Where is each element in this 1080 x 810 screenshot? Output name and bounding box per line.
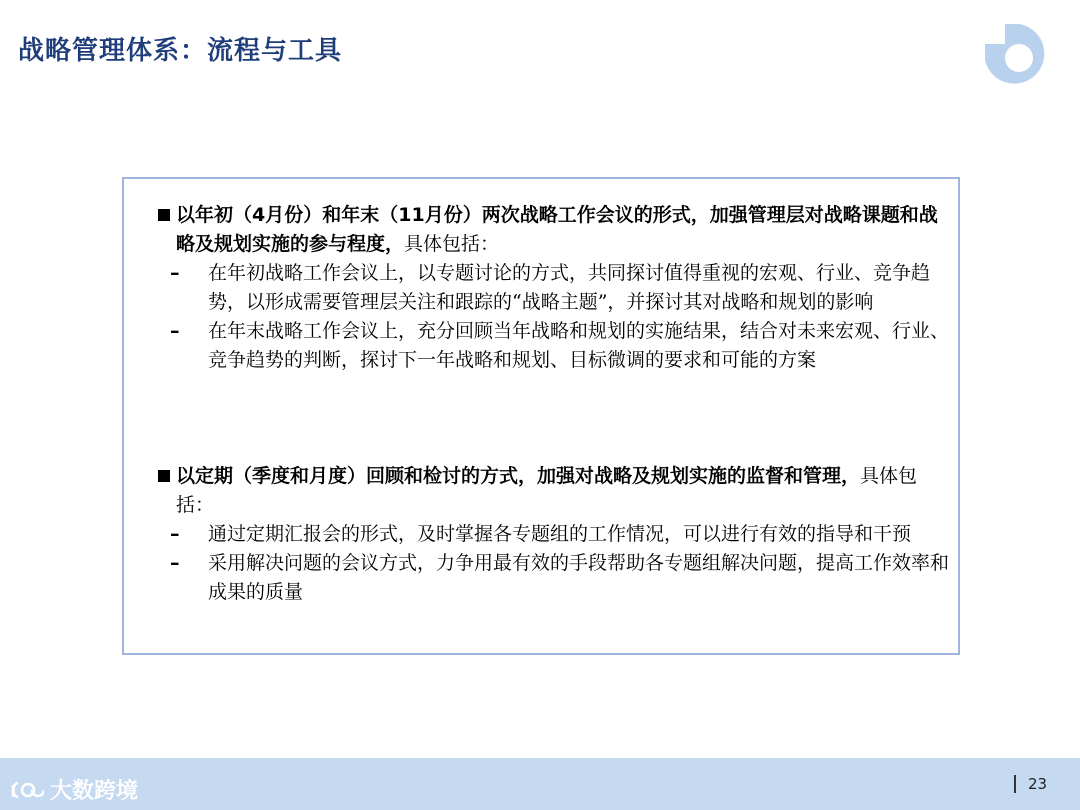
dash-bullet: – [170, 523, 180, 545]
list-item [158, 520, 958, 549]
brand-watermark [10, 774, 138, 805]
content-box [122, 177, 960, 655]
brand-logo-icon [10, 779, 44, 801]
lead-text: 以年初（ [176, 204, 253, 226]
dash-bullet: – [170, 320, 180, 342]
page-number: 23 [1028, 775, 1048, 793]
lead-tail: 具体包括： [404, 233, 500, 255]
list-item-text: 在年末战略工作会议上，充分回顾当年战略和规划的实施结果，结合对未来宏观、行业、竞争趋势的判断，探讨下一年战略和规划、目标微调的要求和可能的方案 [208, 320, 950, 371]
footer-bar [0, 758, 1080, 810]
lead-text: 月份）和年末（ [265, 204, 399, 226]
lead-number: 11 [398, 204, 425, 226]
lead-tail: 具体包括： [176, 465, 918, 516]
section-periodic-review [158, 462, 958, 607]
list-item [158, 549, 958, 607]
section-lead [158, 462, 946, 520]
square-bullet-icon [158, 470, 170, 482]
page-divider [1014, 775, 1016, 793]
brand-name: 大数跨境 [50, 779, 139, 804]
section-annual-meetings [158, 201, 958, 375]
square-bullet-icon [158, 209, 170, 221]
lead-number: 4 [252, 204, 266, 226]
page-title: 战略管理体系：流程与工具 [18, 36, 343, 66]
lead-text: 以定期（季度和月度）回顾和检讨的方式，加强对战略及规划实施的监督和管理， [176, 465, 861, 487]
list-item-text: 采用解决问题的会议方式，力争用最有效的手段帮助各专题组解决问题，提高工作效率和成果的质量 [208, 552, 950, 603]
dash-bullet: – [170, 262, 180, 284]
ring-logo-icon [979, 20, 1055, 88]
lead-text: 月份）两次战略工作会议的形式，加强管理层对战略课题和战略及规划实施的参与程度， [176, 204, 938, 255]
list-item [158, 317, 958, 375]
list-item [158, 259, 958, 317]
section-lead [158, 201, 946, 259]
list-item-text: 通过定期汇报会的形式，及时掌握各专题组的工作情况，可以进行有效的指导和干预 [208, 523, 912, 545]
dash-bullet: – [170, 552, 180, 574]
list-item-text: 在年初战略工作会议上，以专题讨论的方式，共同探讨值得重视的宏观、行业、竞争趋势，以形成需要管理层关注和跟踪的“战略主题”，并探讨其对战略和规划的影响 [208, 262, 931, 313]
